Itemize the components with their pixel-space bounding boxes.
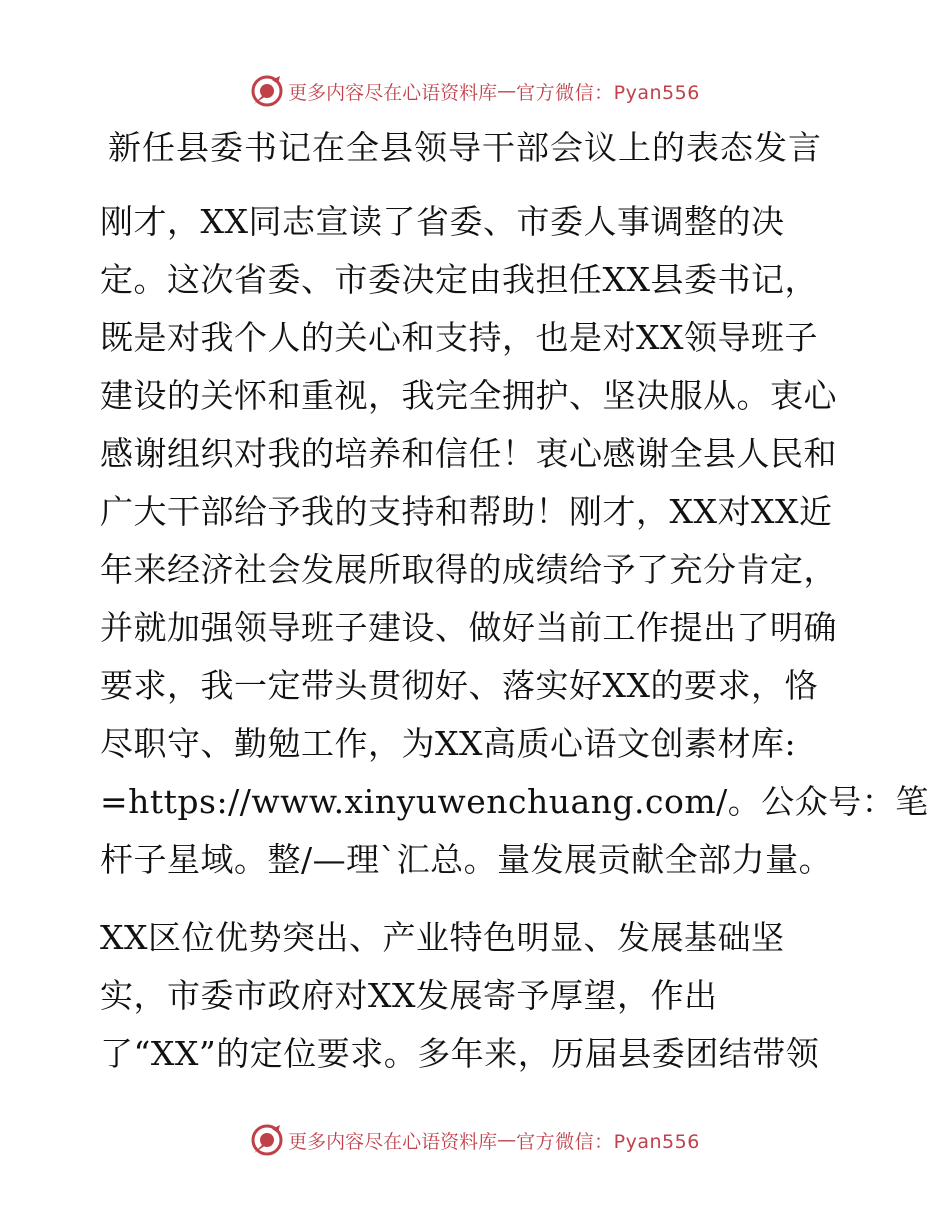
body-line: 尽职守、勤勉工作，为XX高质心语文创素材库: xyxy=(100,724,797,763)
banner-brand-text: 更多内容尽在心语资料库 xyxy=(288,1130,498,1153)
body-line: 并就加强领导班子建设、做好当前工作提出了明确 xyxy=(100,608,837,647)
banner-wechat-text: 官方微信：Pyan556 xyxy=(516,1130,700,1153)
body-line: 既是对我个人的关心和支持，也是对XX领导班子 xyxy=(100,318,818,357)
pen-logo-icon xyxy=(250,74,284,108)
banner-brand-text: 更多内容尽在心语资料库 xyxy=(288,81,498,104)
banner-wechat-text: 官方微信：Pyan556 xyxy=(516,81,700,104)
body-line: 杆子星域。整/—理`汇总。量发展贡献全部力量。 xyxy=(100,840,833,879)
body-line: 年来经济社会发展所取得的成绩给予了充分肯定， xyxy=(100,550,837,589)
body-line: 定。这次省委、市委决定由我担任XX县委书记， xyxy=(100,260,818,299)
banner-separator: — xyxy=(497,1129,517,1151)
body-line: 建设的关怀和重视，我完全拥护、坚决服从。衷心 xyxy=(100,376,837,415)
body-line: 实，市委市政府对XX发展寄予厚望，作出 xyxy=(100,976,718,1015)
document-title: 新任县委书记在全县领导干部会议上的表态发言 xyxy=(108,128,822,167)
pen-logo-icon xyxy=(250,1123,284,1157)
footer-banner xyxy=(0,1120,950,1160)
header-banner xyxy=(0,71,950,111)
banner-separator: — xyxy=(497,80,517,102)
body-line: XX区位优势突出、产业特色明显、发展基础坚 xyxy=(100,918,785,957)
body-line: 要求，我一定带头贯彻好、落实好XX的要求，恪 xyxy=(100,666,818,705)
body-line: 刚才，XX同志宣读了省委、市委人事调整的决 xyxy=(100,202,785,241)
body-line: 感谢组织对我的培养和信任！衷心感谢全县人民和 xyxy=(100,434,837,473)
body-line: 广大干部给予我的支持和帮助！刚才，XX对XX近 xyxy=(100,492,833,531)
body-line: 了“XX”的定位要求。多年来，历届县委团结带领 xyxy=(100,1034,820,1073)
body-line: =https://www.xinyuwenchuang.com/。公众号：笔 xyxy=(100,782,929,821)
